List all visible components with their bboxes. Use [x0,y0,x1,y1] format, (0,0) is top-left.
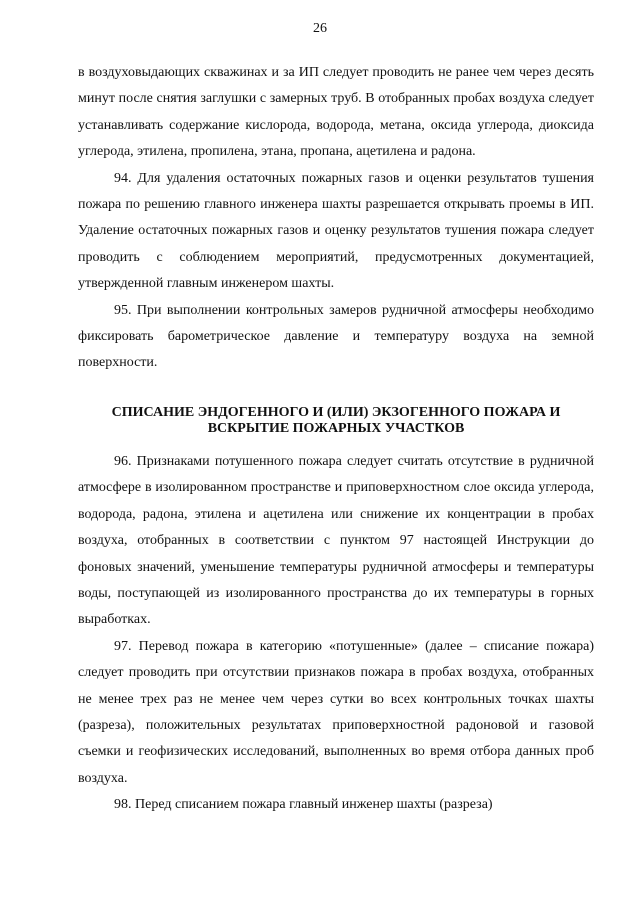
paragraph-96: 96. Признаками потушенного пожара следует считать отсутствие в рудничной атмосфере в изолированном пространстве и приповерхностном слое оксида углерода, водорода, радона, этилена и ацетилена или снижение их концентрации в пробах воздуха, отобранных в соответствии с пунктом 97 настоящей Инструкции до фоновых значений, уменьшение температуры рудничной атмосферы и температуры воды, поступающей из изолированного пространства до их температуры в горных выработках. [78,453,594,628]
paragraph-98: 98. Перед списанием пожара главный инженер шахты (разреза) [114,797,493,813]
page-number: 26 [313,21,327,36]
paragraph-continuation: в воздуховыдающих скважинах и за ИП следует проводить не ранее чем через десять минут после снятия заглушки с замерных труб. В отобранных пробах воздуха следует устанавливать содержание кислорода, водорода, метана, оксида углерода, диоксида углерода, этилена, пропилена, этана, пропана, ацетилена и радона. [78,65,594,160]
paragraph-95: 95. При выполнении контрольных замеров рудничной атмосферы необходимо фиксировать барометрическое давление и температуру воздуха на земной поверхности. [78,302,594,371]
section-heading: СПИСАНИЕ ЭНДОГЕННОГО И (ИЛИ) ЭКЗОГЕННОГО ПОЖАРА И ВСКРЫТИЕ ПОЖАРНЫХ УЧАСТКОВ [111,404,561,436]
paragraph-94: 94. Для удаления остаточных пожарных газов и оценки результатов тушения пожара по решению главного инженера шахты разрешается открывать проемы в ИП. Удаление остаточных пожарных газов и оценку результатов тушения пожара следует проводить с соблюдением мероприятий, предусмотренных документацией, утвержденной главным инженером шахты. [78,170,594,292]
paragraph-97: 97. Перевод пожара в категорию «потушенные» (далее – списание пожара) следует проводить при отсутствии признаков пожара в пробах воздуха, отобранных не менее трех раз не менее чем через сутки во всех контрольных точках шахты (разреза), положительных результатах приповерхностной радоновой и газовой съемки и геофизических исследований, выполненных во время отбора данных проб воздуха. [78,638,594,786]
document-body [78,60,594,819]
